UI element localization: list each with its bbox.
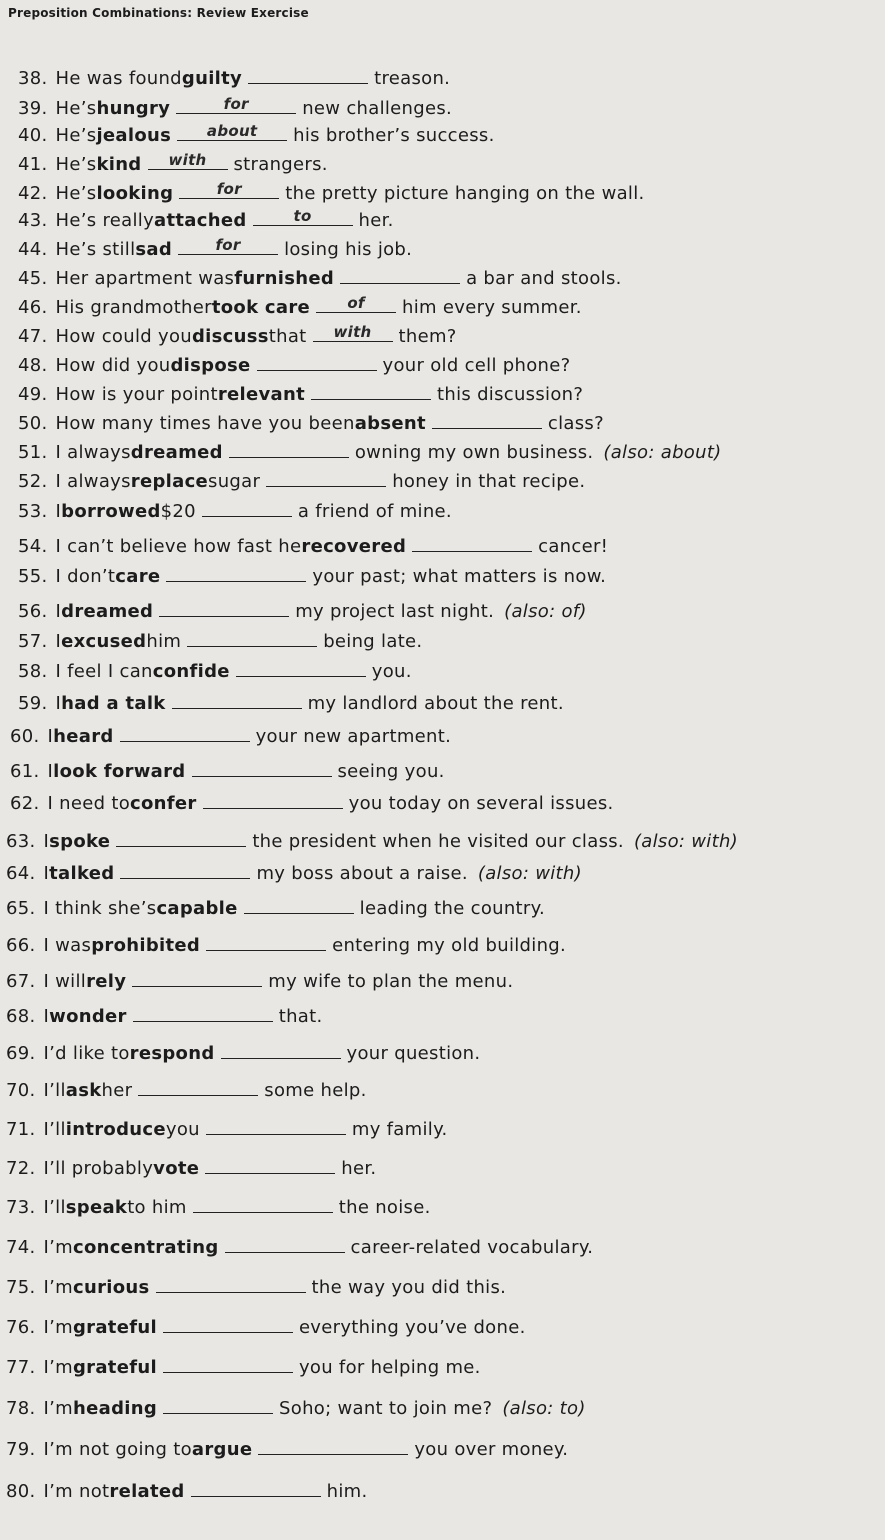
sentence-end: cancer! [538, 536, 609, 557]
exercise-number: 68. [6, 1006, 36, 1027]
sentence-end: the pretty picture hanging on the wall. [285, 183, 645, 204]
sentence-end: my wife to plan the menu. [268, 971, 514, 992]
sentence-end: them? [398, 326, 457, 347]
exercise-number: 55. [18, 566, 48, 587]
exercise-number: 45. [18, 268, 48, 289]
answer-blank[interactable] [313, 323, 393, 342]
exercise-item [6, 1478, 367, 1502]
exercise-item [18, 439, 722, 463]
exercise-number: 73. [6, 1197, 36, 1218]
sentence-start: I can’t believe how fast he [55, 536, 302, 557]
keyword: furnished [234, 268, 335, 289]
keyword: concentrating [73, 1237, 219, 1258]
exercise-number: 56. [18, 601, 48, 622]
sentence-end: her. [358, 210, 394, 231]
sentence-middle: her [101, 1080, 133, 1101]
sentence-end: some help. [264, 1080, 367, 1101]
sentence-start: He’s [55, 154, 97, 175]
handwritten-answer: for [223, 95, 249, 113]
exercise-number: 69. [6, 1043, 36, 1064]
answer-blank[interactable] [191, 1478, 321, 1497]
sentence-start: How many times have you been [55, 413, 355, 434]
sentence-end: him. [326, 1481, 368, 1502]
exercise-item [6, 895, 545, 919]
exercise-number: 38. [18, 68, 48, 89]
answer-blank[interactable] [206, 932, 326, 951]
sentence-start: I’m [43, 1317, 73, 1338]
sentence-end: my family. [351, 1119, 448, 1140]
exercise-item [18, 352, 570, 376]
answer-blank[interactable] [178, 236, 278, 255]
exercise-number: 39. [18, 98, 48, 119]
answer-blank[interactable] [132, 968, 262, 987]
keyword: hungry [96, 98, 171, 119]
sentence-end: a bar and stools. [466, 268, 622, 289]
answer-blank[interactable] [248, 65, 368, 84]
sentence-end: everything you’ve done. [298, 1317, 526, 1338]
sentence-end: my landlord about the rent. [307, 693, 564, 714]
keyword: ask [65, 1080, 102, 1101]
sentence-start: His grandmother [55, 297, 212, 318]
answer-blank[interactable] [258, 1436, 408, 1455]
exercise-item [6, 1354, 481, 1378]
keyword: argue [191, 1439, 253, 1460]
exercise-item [18, 628, 422, 652]
exercise-item [6, 1077, 367, 1101]
answer-blank[interactable] [156, 1274, 306, 1293]
sentence-start: How could you [55, 326, 192, 347]
exercise-number: 59. [18, 693, 48, 714]
exercise-item [18, 207, 394, 231]
answer-blank[interactable] [206, 1116, 346, 1135]
alternate-preposition-note: (also: with) [477, 863, 582, 884]
sentence-start: He’s really [55, 210, 155, 231]
sentence-end: the president when he visited our class. [252, 831, 624, 852]
exercise-number: 70. [6, 1080, 36, 1101]
keyword: capable [156, 898, 238, 919]
answer-blank[interactable] [225, 1234, 345, 1253]
handwritten-answer: with [168, 151, 207, 169]
exercise-number: 71. [6, 1119, 36, 1140]
answer-blank[interactable] [163, 1314, 293, 1333]
keyword: heading [73, 1398, 158, 1419]
exercise-number: 47. [18, 326, 48, 347]
sentence-end: treason. [374, 68, 451, 89]
sentence-start: He’s [55, 125, 97, 146]
exercise-item [10, 790, 614, 814]
sentence-start: I’m [43, 1357, 73, 1378]
exercise-item [6, 1155, 376, 1179]
exercise-number: 54. [18, 536, 48, 557]
exercise-number: 65. [6, 898, 36, 919]
exercise-item [18, 294, 582, 318]
exercise-number: 80. [6, 1481, 36, 1502]
exercise-item [10, 723, 451, 747]
exercise-item [6, 1194, 431, 1218]
sentence-start: I [47, 726, 54, 747]
keyword: curious [73, 1277, 150, 1298]
sentence-middle: that [268, 326, 307, 347]
answer-blank[interactable] [176, 95, 296, 114]
keyword: heard [53, 726, 114, 747]
answer-blank[interactable] [148, 151, 228, 170]
exercise-number: 75. [6, 1277, 36, 1298]
sentence-end: class? [547, 413, 604, 434]
exercise-number: 79. [6, 1439, 36, 1460]
sentence-end: new challenges. [302, 98, 453, 119]
sentence-end: the way you did this. [311, 1277, 507, 1298]
keyword: vote [153, 1158, 200, 1179]
sentence-middle: $20 [160, 501, 196, 522]
exercise-number: 42. [18, 183, 48, 204]
answer-blank[interactable] [202, 498, 292, 517]
answer-blank[interactable] [316, 294, 396, 313]
exercise-item [18, 498, 452, 522]
exercise-number: 63. [6, 831, 36, 852]
sentence-end: leading the country. [359, 898, 546, 919]
answer-blank[interactable] [221, 1040, 341, 1059]
exercise-item [18, 122, 495, 146]
exercise-item [6, 1040, 480, 1064]
keyword: rely [86, 971, 127, 992]
keyword: attached [154, 210, 247, 231]
sentence-start: I always [55, 442, 131, 463]
keyword: related [109, 1481, 185, 1502]
exercise-item [18, 151, 328, 175]
answer-blank[interactable] [166, 563, 306, 582]
sentence-end: her. [341, 1158, 377, 1179]
exercise-number: 58. [18, 661, 48, 682]
sentence-end: this discussion? [437, 384, 584, 405]
exercise-number: 40. [18, 125, 48, 146]
exercise-item [18, 410, 604, 434]
exercise-item [18, 563, 606, 587]
exercise-item [6, 1003, 323, 1027]
sentence-end: him every summer. [402, 297, 582, 318]
exercise-number: 74. [6, 1237, 36, 1258]
keyword: dreamed [130, 442, 223, 463]
sentence-end: you over money. [414, 1439, 569, 1460]
exercise-item [6, 1116, 447, 1140]
sentence-end: your question. [346, 1043, 481, 1064]
exercise-item [6, 1274, 506, 1298]
answer-blank[interactable] [172, 690, 302, 709]
sentence-end: you. [371, 661, 412, 682]
sentence-start: I’m not going to [43, 1439, 192, 1460]
exercise-item [6, 860, 582, 884]
sentence-start: I will [43, 971, 87, 992]
exercise-item [6, 968, 513, 992]
exercise-number: 52. [18, 471, 48, 492]
sentence-start: I’d like to [43, 1043, 130, 1064]
exercise-item [18, 95, 452, 119]
exercise-number: 62. [10, 793, 40, 814]
answer-blank[interactable] [120, 723, 250, 742]
answer-blank[interactable] [193, 1194, 333, 1213]
answer-blank[interactable] [116, 828, 246, 847]
sentence-end: being late. [323, 631, 423, 652]
sentence-start: He’s [55, 98, 97, 119]
sentence-end: a friend of mine. [297, 501, 452, 522]
exercise-number: 57. [18, 631, 48, 652]
keyword: replace [130, 471, 209, 492]
alternate-preposition-note: (also: with) [633, 831, 738, 852]
sentence-start: I [55, 501, 62, 522]
keyword: introduce [65, 1119, 166, 1140]
exercise-number: 50. [18, 413, 48, 434]
exercise-item [18, 690, 564, 714]
keyword: guilty [181, 68, 243, 89]
sentence-end: your past; what matters is now. [312, 566, 607, 587]
answer-blank[interactable] [412, 533, 532, 552]
answer-blank[interactable] [432, 410, 542, 429]
sentence-start: I feel I can [55, 661, 153, 682]
answer-blank[interactable] [257, 352, 377, 371]
sentence-start: He’s [55, 183, 97, 204]
sentence-start: I’ll probably [43, 1158, 154, 1179]
keyword: discuss [191, 326, 269, 347]
exercise-item [6, 932, 566, 956]
exercise-number: 49. [18, 384, 48, 405]
handwritten-answer: for [215, 236, 241, 254]
sentence-middle: sugar [208, 471, 261, 492]
sentence-start: I [55, 693, 62, 714]
exercise-item [18, 658, 412, 682]
sentence-end: entering my old building. [332, 935, 567, 956]
exercise-number: 77. [6, 1357, 36, 1378]
sentence-end: you today on several issues. [348, 793, 614, 814]
sentence-start: I was [43, 935, 92, 956]
exercise-number: 53. [18, 501, 48, 522]
keyword: look forward [53, 761, 186, 782]
sentence-start: How is your point [55, 384, 218, 405]
handwritten-answer: for [216, 180, 242, 198]
alternate-preposition-note: (also: to) [502, 1398, 586, 1419]
sentence-start: I’m [43, 1398, 73, 1419]
sentence-end: seeing you. [337, 761, 445, 782]
sentence-start: I’m not [43, 1481, 110, 1502]
exercise-item [6, 1234, 593, 1258]
sentence-start: I’ll [43, 1197, 66, 1218]
sentence-start: I [43, 831, 50, 852]
handwritten-answer: to [293, 207, 312, 225]
keyword: care [115, 566, 161, 587]
sentence-end: strangers. [233, 154, 328, 175]
sentence-end: Soho; want to join me? [279, 1398, 493, 1419]
exercise-number: 41. [18, 154, 48, 175]
answer-blank[interactable] [120, 860, 250, 879]
sentence-start: He was found [55, 68, 182, 89]
answer-blank[interactable] [138, 1077, 258, 1096]
sentence-end: the noise. [338, 1197, 431, 1218]
answer-blank[interactable] [192, 758, 332, 777]
sentence-start: I [43, 1006, 50, 1027]
sentence-end: my boss about a raise. [256, 863, 468, 884]
answer-blank[interactable] [205, 1155, 335, 1174]
answer-blank[interactable] [179, 180, 279, 199]
keyword: prohibited [91, 935, 201, 956]
exercise-number: 46. [18, 297, 48, 318]
sentence-start: I think she’s [43, 898, 157, 919]
keyword: dispose [170, 355, 251, 376]
answer-blank[interactable] [177, 122, 287, 141]
sentence-end: your old cell phone? [382, 355, 571, 376]
sentence-end: that. [278, 1006, 323, 1027]
sentence-end: career-related vocabulary. [350, 1237, 594, 1258]
exercise-number: 44. [18, 239, 48, 260]
alternate-preposition-note: (also: about) [603, 442, 722, 463]
keyword: relevant [217, 384, 305, 405]
keyword: dreamed [61, 601, 154, 622]
exercise-number: 51. [18, 442, 48, 463]
exercise-item [18, 468, 585, 492]
sentence-end: his brother’s success. [293, 125, 495, 146]
keyword: wonder [49, 1006, 127, 1027]
sentence-end: losing his job. [284, 239, 413, 260]
answer-blank[interactable] [311, 381, 431, 400]
exercise-item [6, 1314, 526, 1338]
keyword: looking [96, 183, 174, 204]
answer-blank[interactable] [163, 1395, 273, 1414]
sentence-start: I [55, 601, 62, 622]
keyword: took care [211, 297, 311, 318]
sentence-start: I’ll [43, 1080, 66, 1101]
exercise-item [18, 236, 412, 260]
exercise-item [18, 533, 608, 557]
keyword: recovered [301, 536, 407, 557]
answer-blank[interactable] [340, 265, 460, 284]
keyword: borrowed [61, 501, 161, 522]
sentence-start: I’ll [43, 1119, 66, 1140]
sentence-start: How did you [55, 355, 171, 376]
keyword: absent [354, 413, 426, 434]
exercise-number: 72. [6, 1158, 36, 1179]
keyword: excused [61, 631, 147, 652]
sentence-start: I always [55, 471, 131, 492]
sentence-start: I don’t [55, 566, 116, 587]
answer-blank[interactable] [266, 468, 386, 487]
keyword: grateful [73, 1317, 157, 1338]
sentence-start: Her apartment was [55, 268, 235, 289]
sentence-end: your new apartment. [255, 726, 452, 747]
keyword: grateful [73, 1357, 157, 1378]
sentence-start: I’m [43, 1277, 73, 1298]
exercise-number: 48. [18, 355, 48, 376]
answer-blank[interactable] [159, 598, 289, 617]
answer-blank[interactable] [229, 439, 349, 458]
exercise-number: 60. [10, 726, 40, 747]
sentence-end: my project last night. [295, 601, 495, 622]
keyword: kind [96, 154, 142, 175]
sentence-end: honey in that recipe. [392, 471, 586, 492]
keyword: spoke [49, 831, 111, 852]
page-title: Preposition Combinations: Review Exercise [8, 6, 309, 20]
exercise-item [18, 598, 587, 622]
keyword: had a talk [61, 693, 166, 714]
exercise-item [18, 180, 645, 204]
answer-blank[interactable] [244, 895, 354, 914]
exercise-number: 76. [6, 1317, 36, 1338]
sentence-start: He’s still [55, 239, 136, 260]
keyword: jealous [96, 125, 172, 146]
answer-blank[interactable] [253, 207, 353, 226]
exercise-item [18, 381, 583, 405]
exercise-number: 64. [6, 863, 36, 884]
sentence-middle: you [165, 1119, 200, 1140]
answer-blank[interactable] [187, 628, 317, 647]
keyword: respond [129, 1043, 215, 1064]
answer-blank[interactable] [163, 1354, 293, 1373]
exercise-item [6, 1436, 568, 1460]
exercise-item [18, 265, 622, 289]
sentence-start: I [47, 761, 54, 782]
sentence-middle: him [146, 631, 182, 652]
keyword: speak [65, 1197, 128, 1218]
sentence-start: I need to [47, 793, 131, 814]
sentence-start: I [55, 631, 62, 652]
keyword: confide [152, 661, 230, 682]
handwritten-answer: with [333, 323, 372, 341]
exercise-item [18, 65, 450, 89]
sentence-end: you for helping me. [298, 1357, 481, 1378]
exercise-number: 78. [6, 1398, 36, 1419]
exercise-item [10, 758, 445, 782]
exercise-item [6, 1395, 586, 1419]
sentence-start: I’m [43, 1237, 73, 1258]
exercise-item [18, 323, 457, 347]
handwritten-answer: about [206, 122, 258, 140]
exercise-number: 61. [10, 761, 40, 782]
answer-blank[interactable] [236, 658, 366, 677]
sentence-middle: to him [127, 1197, 187, 1218]
exercise-number: 67. [6, 971, 36, 992]
alternate-preposition-note: (also: of) [504, 601, 587, 622]
keyword: sad [135, 239, 173, 260]
sentence-start: I [43, 863, 50, 884]
answer-blank[interactable] [203, 790, 343, 809]
keyword: talked [49, 863, 115, 884]
exercise-number: 43. [18, 210, 48, 231]
exercise-number: 66. [6, 935, 36, 956]
sentence-end: owning my own business. [354, 442, 594, 463]
answer-blank[interactable] [133, 1003, 273, 1022]
keyword: confer [130, 793, 197, 814]
exercise-item [6, 828, 738, 852]
handwritten-answer: of [347, 294, 365, 312]
